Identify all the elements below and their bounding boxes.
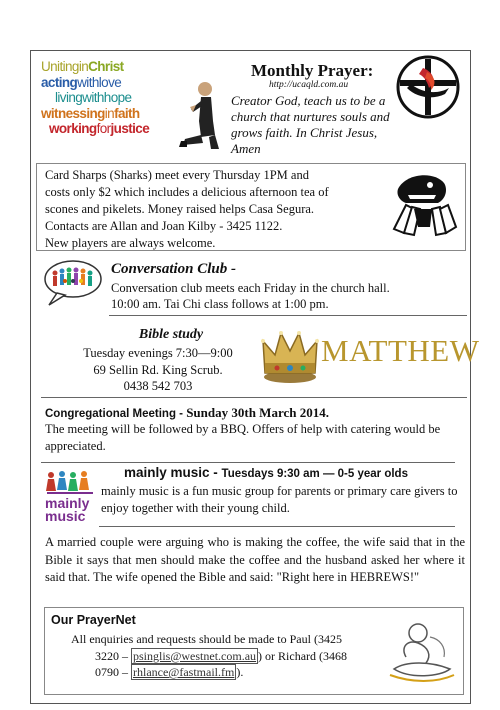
bible-study-title: Bible study bbox=[138, 327, 204, 342]
motto-line-1: UnitinginChrist bbox=[41, 59, 124, 74]
mainly-music-logo-text: mainly music bbox=[45, 495, 90, 524]
mainly-music-text: mainly music is a fun music group for parents or primary care givers to enjoy together with their young child. bbox=[101, 484, 458, 515]
conversation-club-title: Conversation Club - bbox=[111, 261, 237, 277]
email-link-paul[interactable]: psinglis@westnet.com.au bbox=[133, 648, 257, 663]
uniting-church-logo-icon bbox=[393, 54, 463, 120]
prayernet-text: All enquiries and requests should be made to Paul (3425 3220 – psinglis@westnet.com.au ) or Richard (3468 0790 – rhlance@fastmail.fm ). bbox=[71, 632, 348, 679]
motto-line-3: livingwithhope bbox=[55, 90, 132, 105]
coffee-joke-text: A married couple were arguing who is making the coffee, the wife said that in the Bible it says that men should make the coffee and the husband asked her where it said that. The wife opened the Bible and said: "Right here in HEBREWS!" bbox=[45, 535, 465, 584]
divider bbox=[41, 397, 467, 398]
motto-block bbox=[41, 59, 151, 137]
congregational-meeting-heading: Congregational Meeting - Sunday 30th March 2014. bbox=[45, 405, 329, 420]
matthew-banner: MATTHEW bbox=[321, 333, 480, 368]
divider bbox=[41, 462, 455, 463]
praying-hands-sketch-icon bbox=[386, 617, 458, 687]
prayer-url: http://ucaqld.com.au bbox=[269, 80, 349, 90]
crown-icon bbox=[259, 323, 321, 387]
newsletter-page bbox=[30, 50, 480, 704]
monthly-prayer-title: Monthly Prayer: bbox=[251, 61, 374, 80]
card-sharps-text: Card Sharps (Sharks) meet every Thursday 1PM and costs only $2 which includes a delicious afternoon tea of scones and pikelets. Money raised helps Casa Segura. Contacts are Allan and Joan Kilby - 3425 1122. New players are always welcome. bbox=[45, 168, 329, 250]
shark-playing-cards-icon bbox=[386, 169, 461, 239]
motto-line-2: actingwithlove bbox=[41, 74, 122, 90]
conversation-group-icon bbox=[43, 257, 105, 307]
motto-line-5: workingforjustice bbox=[49, 121, 150, 136]
congregational-meeting-text: The meeting will be followed by a BBQ. Offers of help with catering would be appreciated. bbox=[45, 422, 441, 453]
prayer-text: Creator God, teach us to be a church that nurtures souls and grows faith. In Christ Jesus, Amen bbox=[231, 93, 390, 156]
praying-man-icon bbox=[171, 79, 226, 154]
prayernet-title: Our PrayerNet bbox=[51, 613, 136, 627]
conversation-club-text: Conversation club meets each Friday in the church hall. 10:00 am. Tai Chi class follows at 1:00 pm. bbox=[111, 281, 390, 311]
divider bbox=[99, 526, 455, 527]
mainly-music-figures-icon bbox=[45, 469, 95, 497]
bible-study-details: Tuesday evenings 7:30—9:00 69 Sellin Rd. King Scrub. 0438 542 703 bbox=[83, 346, 233, 393]
divider bbox=[109, 315, 467, 316]
email-link-richard[interactable]: rhlance@fastmail.fm bbox=[133, 665, 235, 679]
mainly-music-title: mainly music - Tuesdays 9:30 am — 0-5 year olds bbox=[124, 465, 408, 480]
motto-line-4: witnessinginfaith bbox=[41, 105, 140, 121]
